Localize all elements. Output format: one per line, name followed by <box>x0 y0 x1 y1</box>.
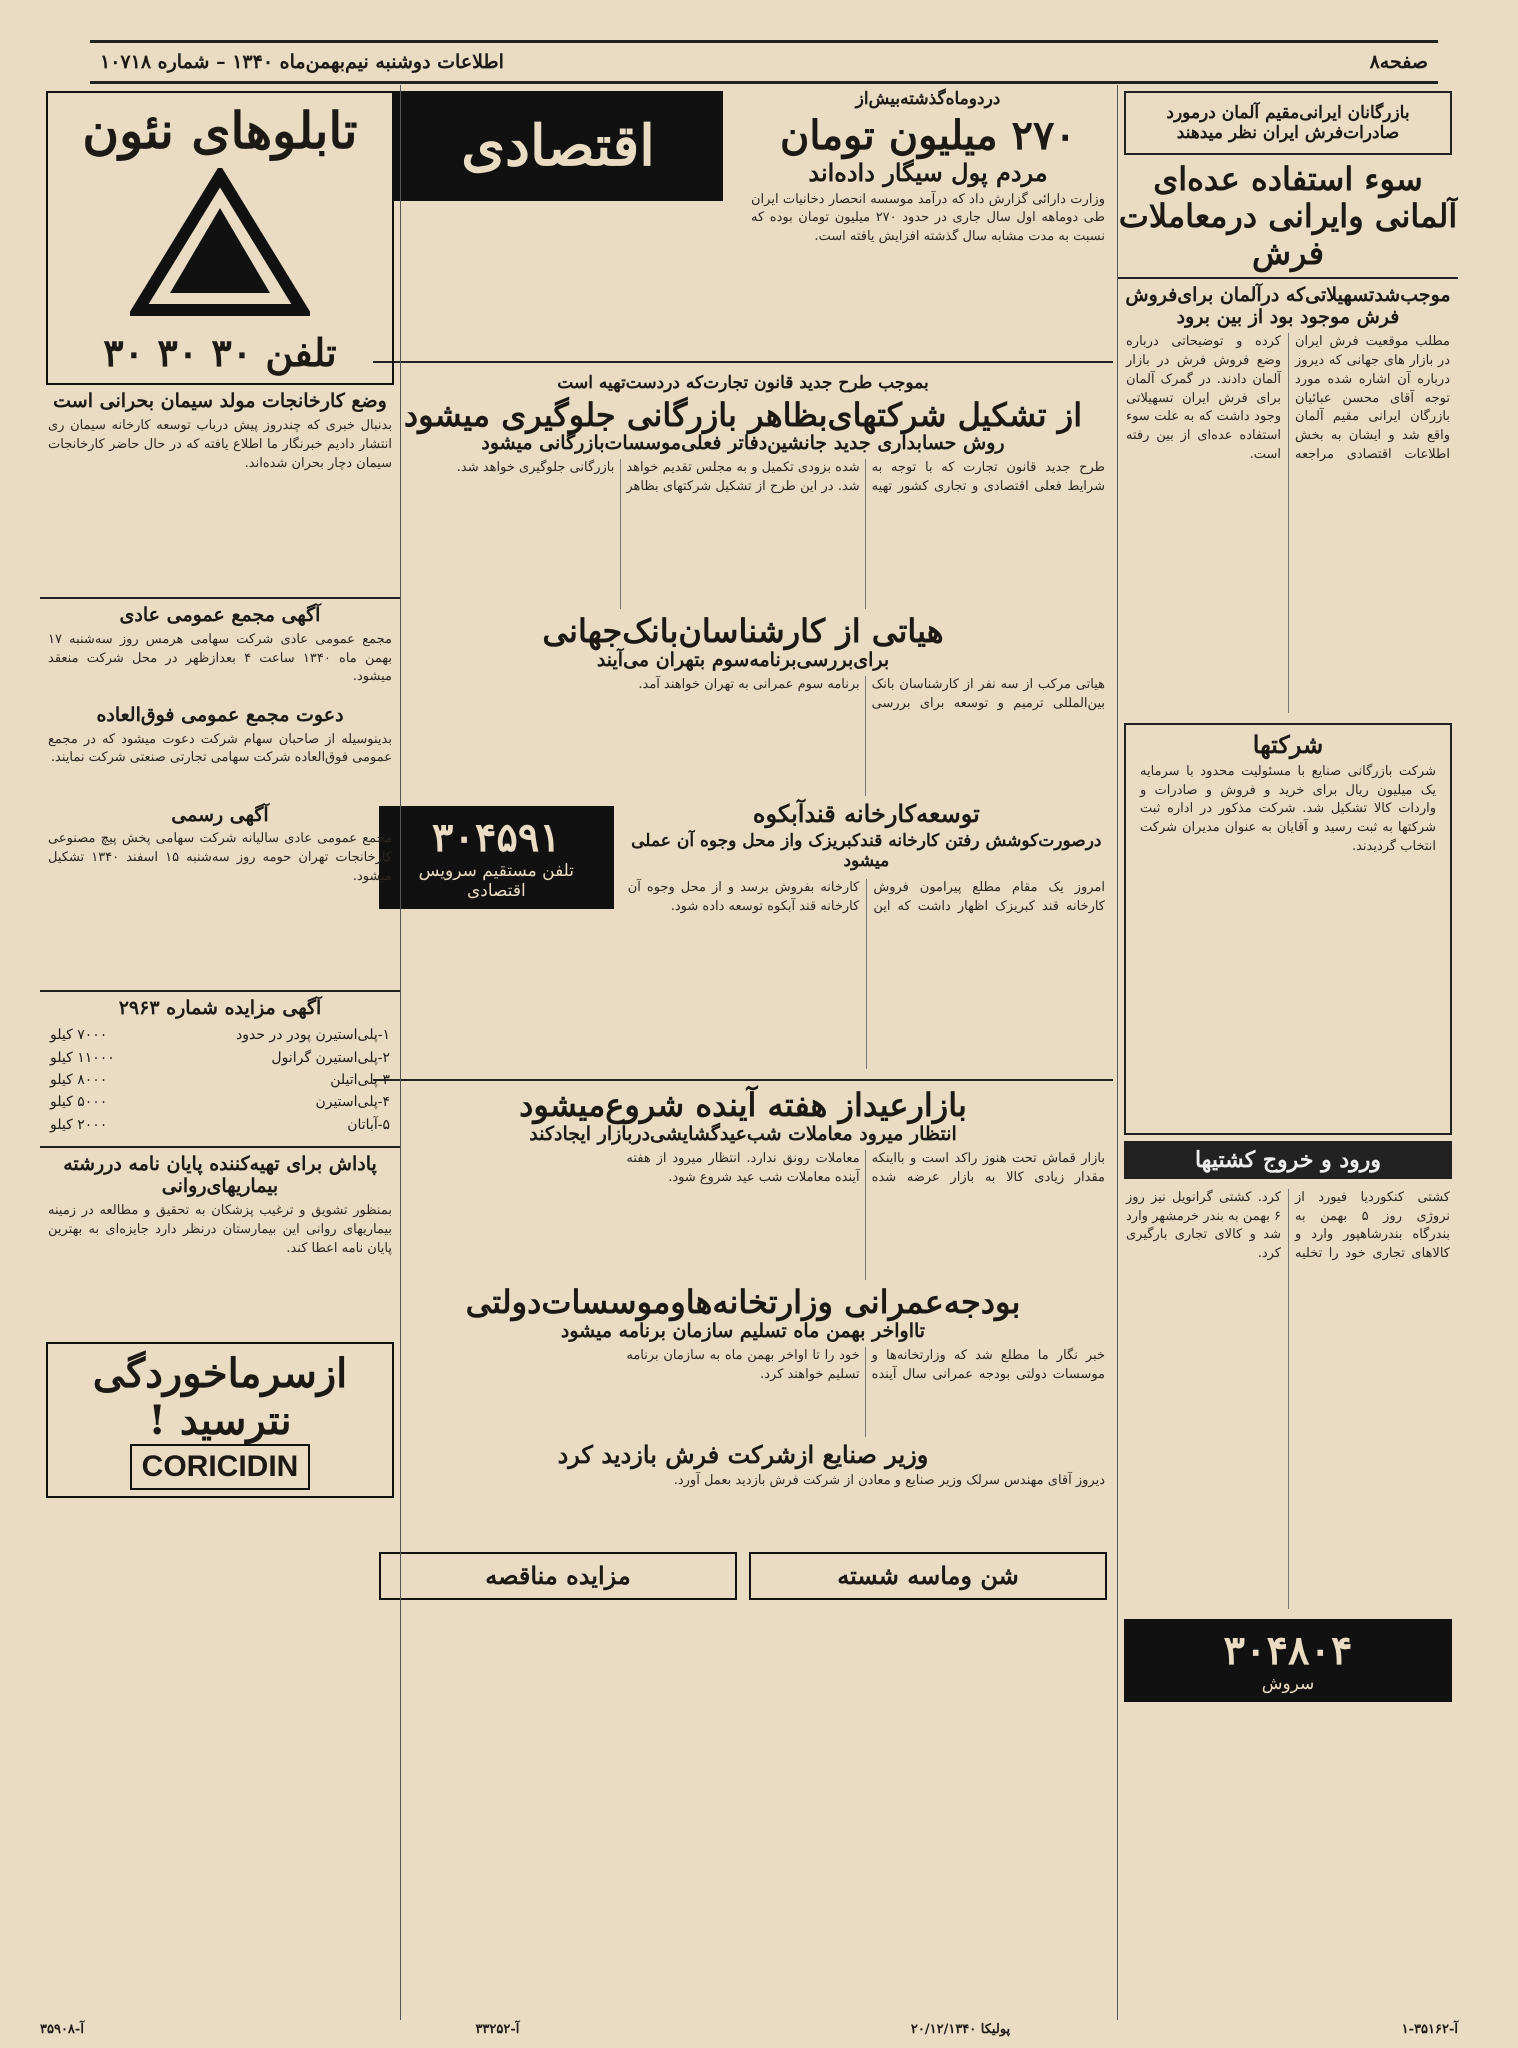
coricidin-ad <box>46 1342 394 1498</box>
minister-body: دیروز آقای مهندس سرلک وزیر صنایع و معادن از شرکت فرش بازدید بعمل آورد. <box>673 1473 1105 1489</box>
eqtesadi-banner-area <box>373 85 743 355</box>
sugar-row <box>373 800 1113 1074</box>
tender-ad <box>379 1552 737 1600</box>
divider <box>1118 277 1458 279</box>
soroush-phone-number: ۳۰۴۸۰۴ <box>1223 1626 1353 1674</box>
minister-headline: وزیر صنایع ازشرکت فرش بازدید کرد <box>557 1439 929 1469</box>
neon-phone: تلفن ۳۰ ۳۰ ۳۰ <box>103 330 337 375</box>
law-body: طرح جدید قانون تجارت که با توجه به شرایط فعلی اقتصادی و تجاری کشور تهیه شده بزودی تکمیل و به مجلس تقدیم خواهد شد. در این طرح از تشکیل شرکتهای بظاهر بازرگانی جلوگیری خواهد شد. <box>456 460 1105 495</box>
sugar-subhead: درصورت‌کوشش رفتن کارخانه قندکبریزک واز محل وجوه آن عملی میشود <box>631 831 1102 872</box>
law-kicker: بموجب طرح جدید قانون تجارت‌که دردست‌تهیه است <box>557 372 929 393</box>
bank-subhead: برای‌بررسی‌برنامه‌سوم بتهران می‌آیند <box>596 649 890 672</box>
sugar-body: امروز یک مقام مطلع پیرامون فروش کارخانه قند کبریزک اظهار داشت که این کارخانه بفروش برسد و از محل وجوه آن کارخانه قند آبکوه توسعه داده شود. <box>627 880 1105 915</box>
list-item: ۳-پلی‌اتیلن ۸۰۰۰ کیلو <box>50 1072 390 1088</box>
official-title: آگهی رسمی <box>171 803 269 826</box>
neon-ad-title: تابلوهای نئون <box>82 101 358 160</box>
auction-list <box>40 1020 400 1140</box>
soroush-phone-ad <box>1124 1619 1452 1702</box>
sand-ad-title: شن وماسه شسته <box>837 1561 1019 1591</box>
sand-ad <box>749 1552 1107 1600</box>
page-header <box>90 40 1438 84</box>
coricidin-brand: CORICIDIN <box>130 1444 311 1490</box>
tobacco-kicker: دردوماه‌گذشته‌بیش‌از <box>855 89 1001 109</box>
tobacco-article <box>743 85 1113 355</box>
divider <box>373 1079 1113 1081</box>
reward-body: بمنظور تشویق و ترغیب پزشکان به تحقیق و مطالعه در زمینه بیماریهای روانی این بیمارستان درنظر دارد جایزه‌ای به بهترین پایان نامه اعطا کند. <box>48 1202 392 1256</box>
top-row <box>373 85 1113 355</box>
law-subhead: روش حسابداری جدید جانشین‌دفاتر فعلی‌موسسات‌بازرگانی میشود <box>481 432 1005 455</box>
economy-phone-label: تلفن مستقیم سرویس اقتصادی <box>418 860 575 901</box>
carpet-subhead: موجب‌شدتسهیلاتی‌که درآلمان برای‌فروش فرش موجود بود از بین برود <box>1125 284 1451 329</box>
sugar-headline: توسعه‌کارخانه قندآبکوه <box>752 798 980 828</box>
divider <box>40 990 400 992</box>
extra-assembly-body: بدینوسیله از صاحبان سهام شرکت دعوت میشود که در مجمع عمومی فوق‌العاده شرکت سهامی تجارتی صنعتی شرکت نمایند. <box>48 731 392 766</box>
footer-code-left: آ-۳۵۹۰۸ <box>40 2022 84 2037</box>
bazaar-headline: بازارعیداز هفته آینده شروع‌میشود <box>519 1086 967 1125</box>
economy-phone-number: ۳۰۴۵۹۱ <box>431 813 561 861</box>
ship-movement-title: ورود و خروج کشتیها <box>1124 1141 1452 1179</box>
footer-code-mid: آ-۳۳۲۵۲ <box>475 2022 520 2037</box>
companies-body: شرکت بازرگانی صنایع با مسئولیت محدود با سرمایه یک میلیون ریال برای خرید و فروش و صادرات و واردات کالا تشکیل شد. شرکت مذکور در اداره ثبت شرکتها به ثبت رسید و آقایان به عنوان مدیران شرکت انتخاب گردیدند. <box>1140 763 1436 855</box>
bank-body: هیاتی مرکب از سه نفر از کارشناسان بانک بین‌المللی ترمیم و توسعه برای بررسی برنامه سوم عمرانی به تهران خواهند آمد. <box>638 676 1105 711</box>
auction-title: آگهی مزایده شماره ۲۹۶۳ <box>118 997 322 1020</box>
right-column <box>1117 85 1458 2020</box>
carpet-article-body: مطلب موقعیت فرش ایران در بازار های جهانی که دیروز درباره آن اشاره شده مورد توجه آقای محسن عبائیان بازرگان ایرانی مقیم آلمان واقع شد و ایشان به بخش اطلاعات اقتصادی مراجعه کرده و توضیحاتی درباره وضع فروش فرش در بازار آلمان دادند. در گمرک آلمان برای فرش ایران تسهیلاتی وجود داشت که به علت سوء استفاده عده‌ای از بین رفته است. <box>1126 334 1450 463</box>
footer-code-right: آ-۳۵۱۶۲-۱ <box>1401 2022 1458 2037</box>
sugar-side <box>373 800 620 1074</box>
list-item: ۲-پلی‌استیرن گرانول ۱۱۰۰۰ کیلو <box>50 1049 390 1066</box>
divider <box>373 361 1113 363</box>
neon-ad <box>46 91 394 385</box>
bottom-ads <box>373 1546 1113 1606</box>
cement-title: وضع کارخانجات مولد سیمان بحرانی است <box>53 390 387 412</box>
list-item: ۴-پلی‌استیرن ۵۰۰۰ کیلو <box>50 1094 390 1111</box>
list-item: ۱-پلی‌استیرن پودر در حدود ۷۰۰۰ کیلو <box>50 1027 390 1044</box>
tobacco-headline: ۲۷۰ میلیون تومان <box>780 112 1076 159</box>
footer-date: پولیکا ۲۰/۱۲/۱۳۴۰ <box>910 2022 1011 2037</box>
companies-title: شرکتها <box>1252 730 1324 760</box>
carpet-headline: سوء استفاده عده‌ای آلمانی وایرانی درمعاملات فرش <box>1118 160 1458 272</box>
footer-strip <box>40 2022 1458 2046</box>
page-number: صفحه۸ <box>1369 51 1428 73</box>
tobacco-body: وزارت دارائی گزارش داد که درآمد موسسه انحصار دخانیات ایران طی دوماهه اول سال جاری در حدود ۲۷۰ میلیون تومان بوده که نسبت به مدت مشابه سال گذشته افزایش یافته است. <box>751 191 1105 245</box>
budget-headline: بودجه‌عمرانی وزارتخانه‌هاوموسسات‌دولتی <box>465 1283 1021 1322</box>
assembly-body: مجمع عمومی عادی شرکت سهامی هرمس روز سه‌شنبه ۱۷ بهمن ماه ۱۳۴۰ ساعت ۴ بعدازظهر در محل شرکت منعقد میشود. <box>48 631 393 685</box>
sugar-article <box>620 800 1113 1074</box>
bazaar-body: بازار قماش تحت هنوز راکد است و بااینکه مقدار زیادی کالا به بازار عرضه شده معاملات رونق ندارد. انتظار میرود از هفته آینده معاملات شب عید شروع شود. <box>626 1151 1105 1185</box>
companies-box <box>1124 723 1452 1135</box>
assembly-title: آگهی مجمع عمومی عادی <box>119 603 321 626</box>
carpet-kicker: بازرگانان ایرانی‌مقیم آلمان درمورد صادرات‌فرش ایران نظر میدهند <box>1166 103 1410 143</box>
cement-body: بدنبال خبری که چندروز پیش درباب توسعه کارخانه سیمان ری انتشار دادیم خبرنگار ما اطلاع یافته که در حال حاضر کارخانجات سیمان دچار بحران شده‌اند. <box>48 417 392 471</box>
extra-assembly-title: دعوت مجمع عمومی فوق‌العاده <box>96 703 344 726</box>
list-item: ۵-آباتان ۲۰۰۰ کیلو <box>50 1116 390 1133</box>
bank-headline: هیاتی از کارشناسان‌بانک‌جهانی <box>542 612 944 651</box>
issue-info: اطلاعات دوشنبه نیم‌بهمن‌ماه ۱۳۴۰ – شماره ۱۰۷۱۸ <box>100 51 504 73</box>
official-body: مجمع عمومی عادی سالیانه شرکت سهامی پخش پیچ مصنوعی کارخانجات تهران حومه روز سه‌شنبه ۱۵ اسفند ۱۳۴۰ تشکیل میشود. <box>48 831 392 885</box>
soroush-label: سروش <box>1261 1673 1315 1694</box>
tender-ad-title: مزایده مناقصه <box>485 1561 631 1591</box>
coricidin-headline: ازسرماخوردگی نترسید ! <box>92 1349 348 1444</box>
budget-subhead: تااواخر بهمن ماه تسلیم سازمان برنامه میشود <box>560 1319 926 1342</box>
divider <box>40 1146 400 1148</box>
reward-title: پاداش برای تهیه‌کننده پایان نامه دررشته بیماریهای‌روانی <box>63 1153 377 1198</box>
divider <box>40 597 400 599</box>
bazaar-subhead: انتظار میرود معاملات شب‌عیدگشایشی‌دربازار ایجادکند <box>529 1123 957 1146</box>
middle-column <box>373 85 1113 2020</box>
kicker-box <box>1124 91 1452 155</box>
tobacco-subhead: مردم پول سیگار داده‌اند <box>808 158 1048 187</box>
budget-body: خبر نگار ما مطلع شد که وزارتخانه‌ها و موسسات دولتی بودجه عمرانی سال آینده خود را تا اواخر بهمن ماه به سازمان برنامه تسلیم خواهند کرد. <box>626 1347 1105 1382</box>
ship-movement-body: کشتی کنکوردیا فیورد از نروژی روز ۵ بهمن به بندرگاه بندرشاهپور وارد و کالاهای تجاری خود را تخلیه کرد. کشتی گرانویل نیز روز ۶ بهمن به بندر خرمشهر وارد شد و کالای تجاری بارگیری کرد. <box>1126 1189 1451 1262</box>
economy-phone-ad <box>379 806 614 909</box>
law-headline: از تشکیل شرکتهای‌بظاهر بازرگانی جلوگیری میشود <box>403 395 1083 434</box>
neon-logo-icon <box>130 168 310 318</box>
eqtesadi-banner: اقتصادی <box>393 91 723 201</box>
left-column <box>40 85 401 2020</box>
